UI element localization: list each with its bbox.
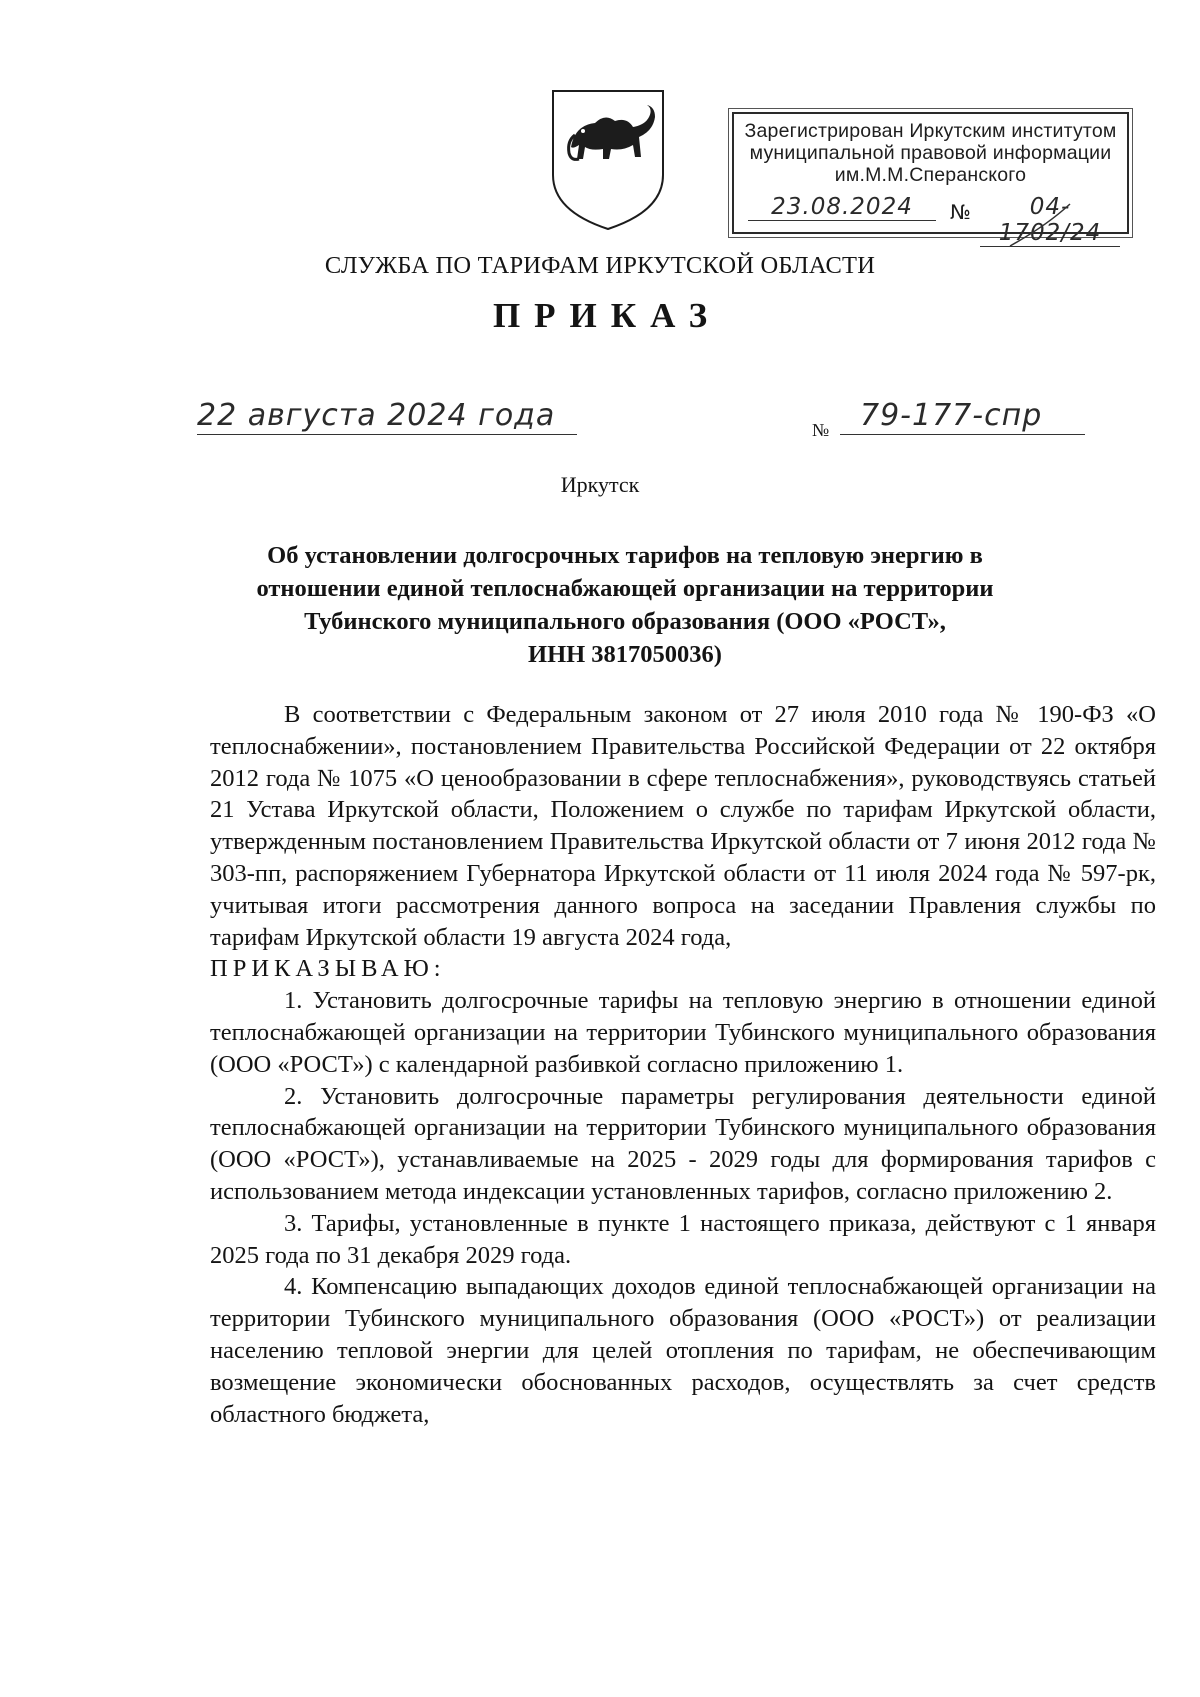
stamp-line-2: муниципальной правовой информации xyxy=(749,142,1112,164)
order-word: ПРИКАЗЫВАЮ: xyxy=(210,955,446,983)
title-line-4: ИНН 3817050036) xyxy=(528,641,722,668)
item-3-paragraph: 3. Тарифы, установленные в пункте 1 настоящего приказа, действуют с 1 января 2025 года по 31 декабря 2029 года. xyxy=(210,1209,1156,1269)
order-number-sign: № xyxy=(812,420,830,440)
city: Иркутск xyxy=(560,472,640,497)
document-type: ПРИКАЗ xyxy=(492,296,722,335)
stamp-registration-date: 23.08.2024 xyxy=(748,194,936,221)
coat-of-arms-icon xyxy=(549,87,667,232)
item-2-paragraph: 2. Установить долгосрочные параметры регулирования деятельности единой теплоснабжающей организации на территории Тубинского муниципального образования (ООО «РОСТ»), устанавливаемые на 2025 - 2029 годы для формирования тарифов с использованием метода индексации установленных тарифов, согласно приложению 2. xyxy=(210,1082,1156,1205)
title-line-3: Тубинского муниципального образования (ООО «РОСТ», xyxy=(304,608,946,635)
signature-stroke-icon xyxy=(1006,200,1076,250)
preamble-paragraph: В соответствии с Федеральным законом от 27 июля 2010 года № 190-ФЗ «О теплоснабжении», постановлением Правительства Российской Федерации от 22 октября 2012 года № 1075 «О ценообразовании в сфере теплоснабжения», руководствуясь статьей 21 Устава Иркутской области, Положением о службе по тарифам Иркутской области, утвержденным постановлением Правительства Иркутской области от 7 июня 2012 года № 303-пп, распоряжением Губернатора Иркутской области от 11 июля 2024 года № 597-рк, учитывая итоги рассмотрения данного вопроса на заседании Правления службы по тарифам Иркутской области 19 августа 2024 года, xyxy=(210,701,1156,951)
title-line-2: отношении единой теплоснабжающей организации на территории xyxy=(256,575,994,602)
stamp-line-3: им.М.М.Сперанского xyxy=(834,164,1027,186)
document-title xyxy=(200,539,1050,671)
stamp-line-1: Зарегистрирован Иркутским институтом xyxy=(744,120,1117,142)
item-1-paragraph: 1. Установить долгосрочные тарифы на тепловую энергию в отношении единой теплоснабжающей организации на территории Тубинского муниципального образования (ООО «РОСТ») с календарной разбивкой согласно приложению 1. xyxy=(210,987,1156,1078)
stamp-number-sign: № xyxy=(950,200,971,224)
document-body xyxy=(210,699,1156,1430)
item-4-paragraph: 4. Компенсацию выпадающих доходов единой теплоснабжающей организации на территории Тубинского муниципального образования (ООО «РОСТ») от реализации населению тепловой энергии для целей отопления по тарифам, не обеспечивающим возмещение экономически обоснованных расходов, осуществлять за счет средств областного бюджета, xyxy=(210,1273,1156,1428)
agency-name: СЛУЖБА ПО ТАРИФАМ ИРКУТСКОЙ ОБЛАСТИ xyxy=(324,252,876,279)
stamp-registration-number: 04-1702/24 xyxy=(980,194,1120,247)
title-line-1: Об установлении долгосрочных тарифов на тепловую энергию в xyxy=(267,542,983,569)
order-number: 79-177-спр xyxy=(840,398,1085,435)
order-date: 22 августа 2024 года xyxy=(197,398,577,435)
